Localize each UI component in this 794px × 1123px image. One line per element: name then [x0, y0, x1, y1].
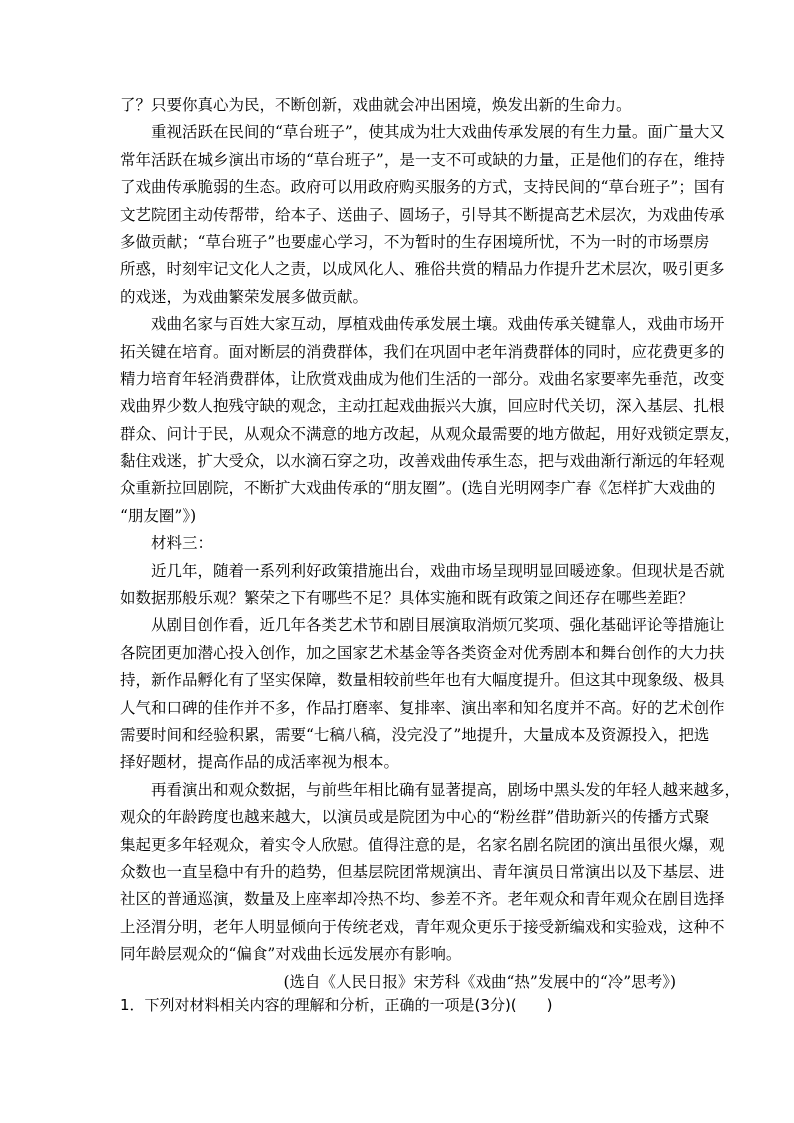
text-line: “朋友圈”》) — [120, 506, 197, 525]
text-line: 文艺院团主动传帮带，给本子、送曲子、圆场子，引导其不断提高艺术层次，为戏曲传承 — [120, 205, 725, 224]
text-line: 持，新作品孵化有了坚实保障，数量相较前些年也有大幅度提升。但这其中现象级、极具 — [120, 671, 725, 690]
text-line: 多做贡献；“草台班子”也要虚心学习，不为暂时的生存困境所忧，不为一时的市场票房 — [120, 232, 710, 251]
text-line: 常年活跃在城乡演出市场的“草台班子”，是一支不可或缺的力量，正是他们的存在，维持 — [120, 150, 725, 169]
text-line: 的戏迷，为戏曲繁荣发展多做贡献。 — [120, 287, 369, 306]
text-line: 再看演出和观众数据，与前些年相比确有显著提高，剧场中黑头发的年轻人越来越多， — [151, 780, 741, 799]
text-line: 黏住戏迷，扩大受众，以水滴石穿之功，改善戏曲传承生态，把与戏曲渐行渐远的年轻观 — [120, 452, 725, 471]
text-line: 各院团更加潜心投入创作，加之国家艺术基金等各类资金对优秀剧本和舞台创作的大力扶 — [120, 643, 725, 662]
text-line: 同年龄层观众的“偏食”对戏曲长远发展亦有影响。 — [120, 945, 462, 964]
text-line: 需要时间和经验积累，需要“七稿八稿，没完没了”地提升，大量成本及资源投入，把选 — [120, 725, 710, 744]
text-line: 近几年，随着一系列利好政策措施出台，戏曲市场呈现明显回暖迹象。但现状是否就 — [151, 561, 725, 580]
text-line: 精力培育年轻消费群体，让欣赏戏曲成为他们生活的一部分。戏曲名家要率先垂范，改变 — [120, 369, 725, 388]
text-line: 如数据那般乐观？繁荣之下有哪些不足？具体实施和既有政策之间还存在哪些差距？ — [120, 589, 694, 608]
text-line: 拓关键在培育。面对断层的消费群体，我们在巩固中老年消费群体的同时，应花费更多的 — [120, 342, 725, 361]
section-heading: 材料三： — [151, 534, 214, 553]
text-line: 所惑，时刻牢记文化人之责，以成风化人、雅俗共赏的精品力作提升艺术层次，吸引更多 — [120, 260, 725, 279]
text-line: 众数也一直呈稳中有升的趋势，但基层院团常规演出、青年演员日常演出以及下基层、进 — [120, 862, 725, 881]
text-line: 众重新拉回剧院，不断扩大戏曲传承的“朋友圈”。(选自光明网李广春《怎样扩大戏曲的 — [120, 479, 716, 498]
text-line: 人气和口碑的佳作并不多，作品打磨率、复排率、演出率和知名度并不高。好的艺术创作 — [120, 698, 725, 717]
question-prompt: 1．下列对材料相关内容的理解和分析，正确的一项是(3分)( ) — [120, 996, 553, 1014]
text-line: 集起更多年轻观众，着实令人欣慰。值得注意的是，名家名剧名院团的演出虽很火爆，观 — [120, 835, 725, 854]
text-line: 了戏曲传承脆弱的生态。政府可以用政府购买服务的方式，支持民间的“草台班子”；国有 — [120, 178, 725, 197]
text-line: 观众的年龄跨度也越来越大，以演员或是院团为中心的“粉丝群”借助新兴的传播方式聚 — [120, 808, 710, 827]
source-citation: (选自《人民日报》宋芳科《戏曲“热”发展中的“冷”思考》) — [283, 972, 676, 991]
text-line: 社区的普通巡演，数量及上座率却冷热不均、参差不齐。老年观众和青年观众在剧目选择 — [120, 890, 725, 909]
text-line: 重视活跃在民间的“草台班子”，使其成为壮大戏曲传承发展的有生力量。面广量大又 — [151, 123, 725, 142]
article-body — [120, 92, 741, 996]
text-line: 择好题材，提高作品的成活率视为根本。 — [120, 753, 400, 772]
text-line: 上泾渭分明，老年人明显倾向于传统老戏，青年观众更乐于接受新编戏和实验戏，这种不 — [120, 917, 725, 936]
text-line: 群众、问计于民，从观众不满意的地方改起，从观众最需要的地方做起，用好戏锁定票友， — [120, 424, 741, 443]
text-line: 从剧目创作看，近几年各类艺术节和剧目展演取消烦冗奖项、强化基础评论等措施让 — [151, 616, 725, 635]
text-line: 戏曲界少数人抱残守缺的观念，主动扛起戏曲振兴大旗，回应时代关切，深入基层、扎根 — [120, 397, 725, 416]
text-line: 戏曲名家与百姓大家互动，厚植戏曲传承发展土壤。戏曲传承关键靠人，戏曲市场开 — [151, 315, 725, 334]
text-line: 了？只要你真心为民，不断创新，戏曲就会冲出困境，焕发出新的生命力。 — [120, 96, 632, 114]
